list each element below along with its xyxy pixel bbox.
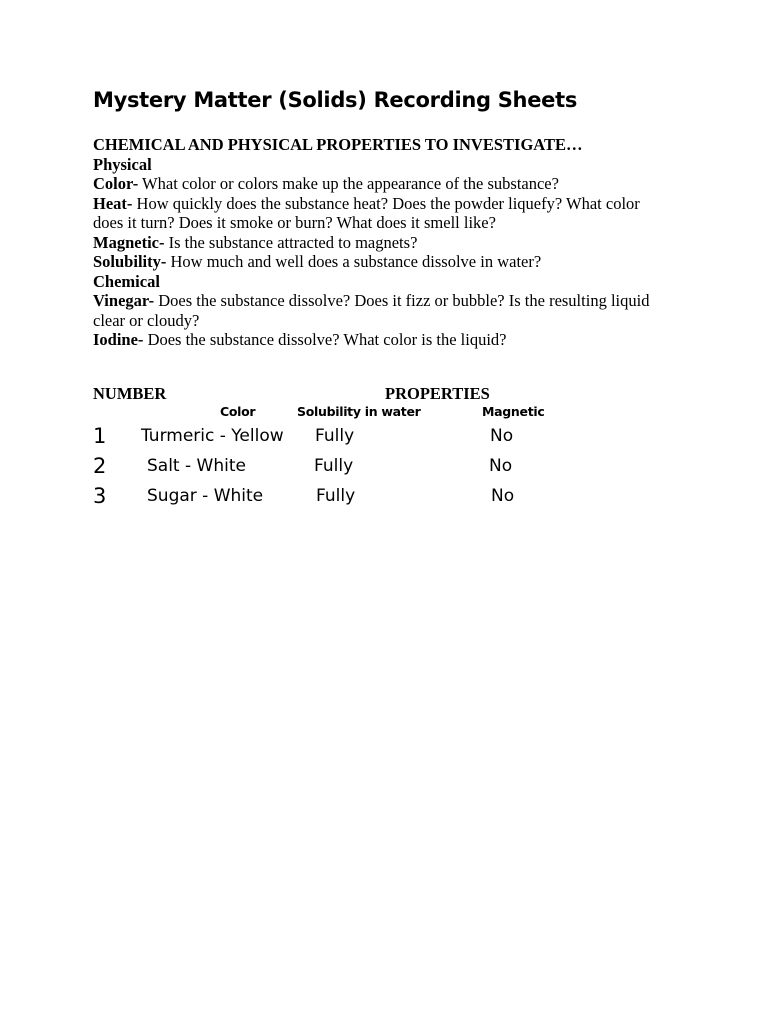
solubility-description: How much and well does a substance dissolve in water? [166, 252, 542, 271]
page-title: Mystery Matter (Solids) Recording Sheets [93, 88, 578, 112]
magnetic-property [93, 233, 673, 253]
vinegar-term: Vinegar- [93, 291, 155, 310]
iodine-term: Iodine- [93, 330, 144, 349]
color-property [93, 174, 673, 194]
vinegar-description: Does the substance dissolve? Does it fizz or bubble? Is the resulting liquid clear or cloudy? [93, 291, 650, 330]
row-2-solubility: Fully [314, 456, 354, 476]
row-1-magnetic: No [490, 426, 514, 446]
magnetic-term: Magnetic- [93, 232, 165, 252]
magnetic-description: Is the substance attracted to magnets? [164, 232, 418, 252]
solubility-property [93, 252, 673, 272]
number-header: NUMBER [93, 384, 167, 403]
color-column-header: Color [220, 404, 256, 419]
investigate-heading: CHEMICAL AND PHYSICAL PROPERTIES TO INVESTIGATE… [93, 135, 583, 154]
solubility-column-header: Solubility in water [297, 404, 421, 419]
row-2-number: 2 [93, 454, 107, 478]
row-3-number: 3 [93, 484, 107, 508]
row-2-color: Salt - White [147, 456, 246, 476]
color-term: Color- [93, 174, 139, 193]
row-2-magnetic: No [489, 456, 513, 476]
row-1-number: 1 [93, 424, 107, 448]
iodine-property [93, 330, 673, 350]
row-1-solubility: Fully [315, 426, 355, 446]
heat-description: How quickly does the substance heat? Does the powder liquefy? What color does it turn? Does it smoke or burn? What does it smell like? [93, 193, 640, 232]
magnetic-column-header: Magnetic [482, 404, 545, 419]
solubility-term: Solubility- [93, 252, 167, 271]
properties-list [93, 135, 673, 350]
heat-property [93, 194, 673, 233]
color-description: What color or colors make up the appearance of the substance? [138, 174, 559, 193]
iodine-description: Does the substance dissolve? What color is the liquid? [143, 330, 507, 349]
vinegar-property [93, 291, 673, 330]
physical-heading: Physical [93, 154, 152, 174]
properties-header: PROPERTIES [385, 384, 490, 403]
row-3-magnetic: No [491, 486, 515, 506]
heat-term: Heat- [93, 193, 133, 213]
chemical-heading: Chemical [93, 271, 160, 291]
row-3-color: Sugar - White [147, 486, 264, 506]
row-1-color: Turmeric - Yellow [141, 426, 284, 446]
row-3-solubility: Fully [316, 486, 356, 506]
